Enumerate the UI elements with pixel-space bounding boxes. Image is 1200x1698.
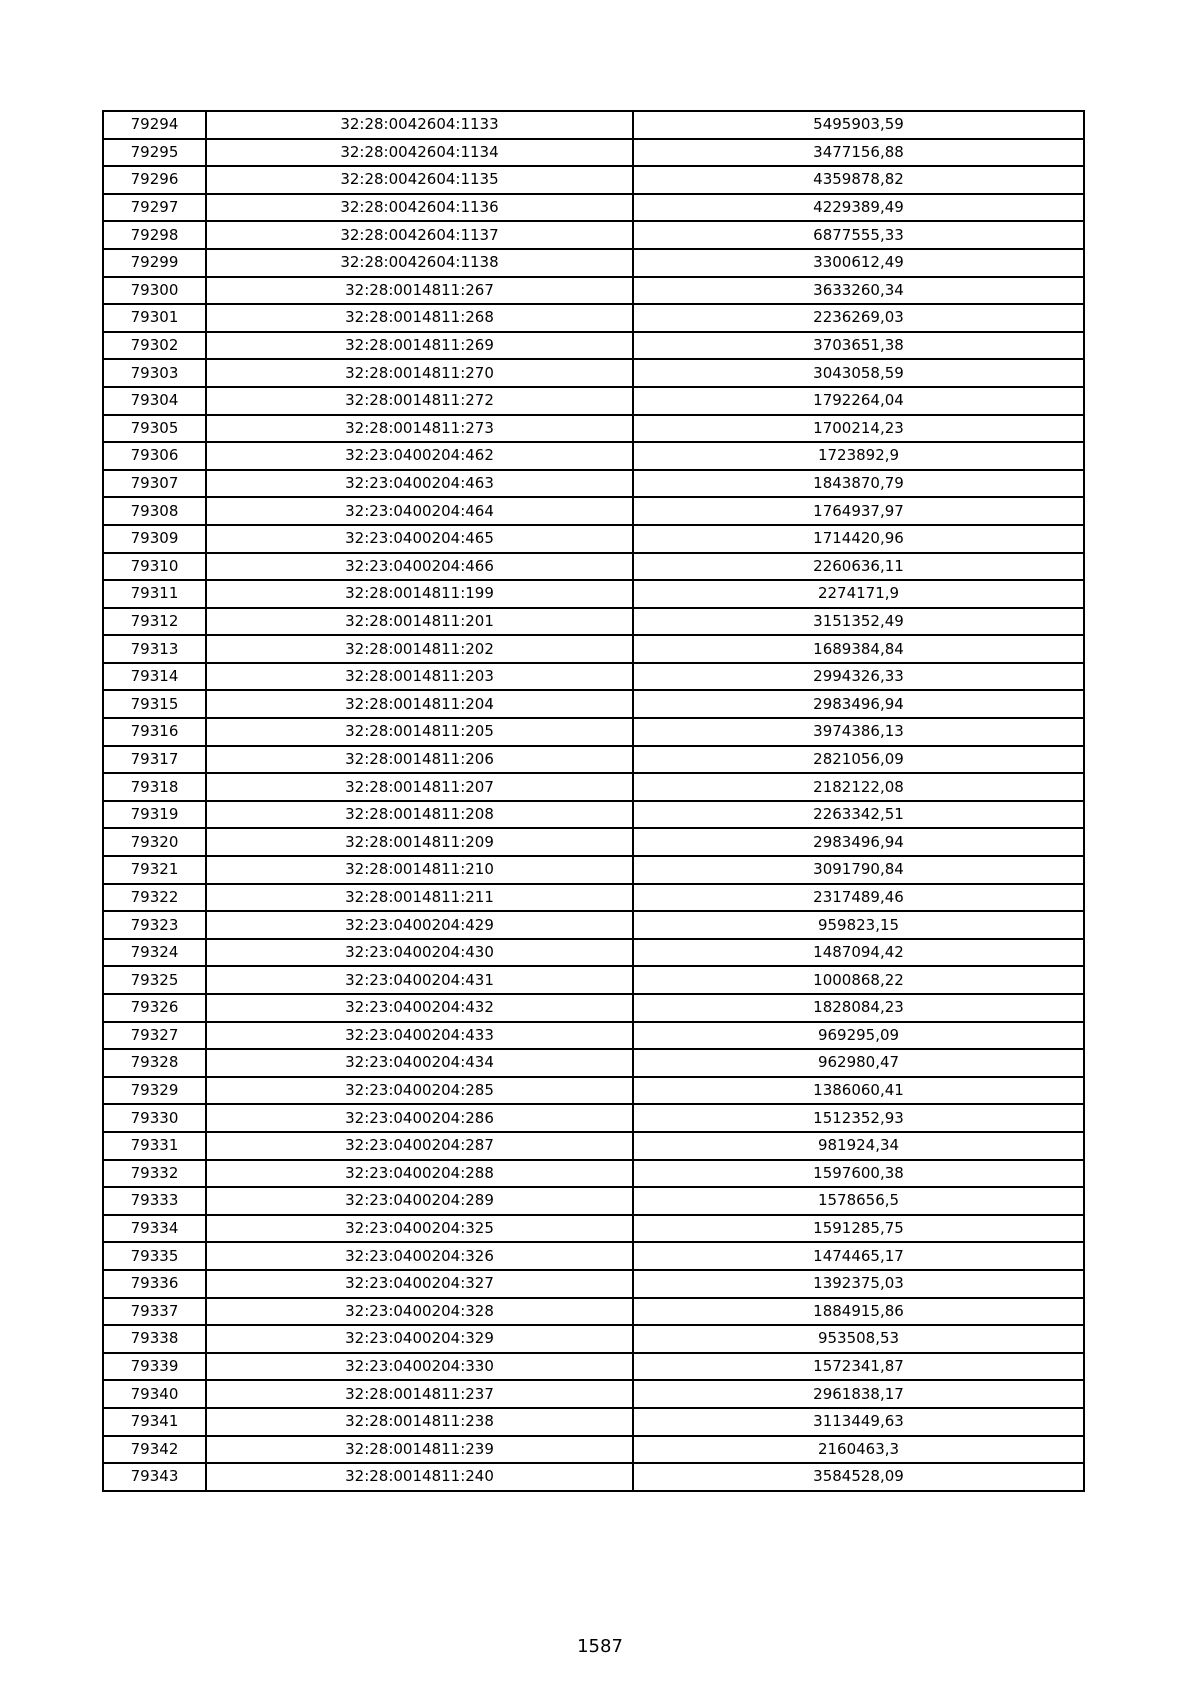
cadastral-number-cell: 32:28:0042604:1134 (206, 139, 633, 167)
table-row (103, 304, 1084, 332)
cadastral-value-cell: 2160463,3 (633, 1436, 1084, 1464)
cadastral-value-cell: 969295,09 (633, 1022, 1084, 1050)
row-number-cell: 79342 (103, 1436, 206, 1464)
cadastral-value-cell: 3043058,59 (633, 359, 1084, 387)
cadastral-value-cell: 1828084,23 (633, 994, 1084, 1022)
cadastral-number-cell: 32:28:0014811:207 (206, 773, 633, 801)
cadastral-value-cell: 1474465,17 (633, 1242, 1084, 1270)
cadastral-number-cell: 32:23:0400204:464 (206, 497, 633, 525)
row-number-cell: 79316 (103, 718, 206, 746)
cadastral-number-cell: 32:23:0400204:330 (206, 1353, 633, 1381)
row-number-cell: 79296 (103, 166, 206, 194)
table-row (103, 553, 1084, 581)
cadastral-value-cell: 1386060,41 (633, 1077, 1084, 1105)
row-number-cell: 79294 (103, 111, 206, 139)
table-row (103, 746, 1084, 774)
table-row (103, 635, 1084, 663)
row-number-cell: 79341 (103, 1408, 206, 1436)
cadastral-value-cell: 3633260,34 (633, 277, 1084, 305)
cadastral-number-cell: 32:23:0400204:329 (206, 1325, 633, 1353)
cadastral-number-cell: 32:28:0042604:1136 (206, 194, 633, 222)
cadastral-number-cell: 32:23:0400204:466 (206, 553, 633, 581)
cadastral-value-cell: 3703651,38 (633, 332, 1084, 360)
row-number-cell: 79340 (103, 1380, 206, 1408)
cadastral-value-cell: 3113449,63 (633, 1408, 1084, 1436)
cadastral-number-cell: 32:28:0014811:270 (206, 359, 633, 387)
cadastral-number-cell: 32:23:0400204:465 (206, 525, 633, 553)
row-number-cell: 79332 (103, 1160, 206, 1188)
row-number-cell: 79338 (103, 1325, 206, 1353)
table-row (103, 856, 1084, 884)
row-number-cell: 79299 (103, 249, 206, 277)
table-row (103, 911, 1084, 939)
row-number-cell: 79298 (103, 221, 206, 249)
cadastral-number-cell: 32:28:0042604:1135 (206, 166, 633, 194)
row-number-cell: 79325 (103, 966, 206, 994)
cadastral-number-cell: 32:23:0400204:432 (206, 994, 633, 1022)
table-row (103, 690, 1084, 718)
cadastral-value-cell: 1700214,23 (633, 415, 1084, 443)
cadastral-value-cell: 4359878,82 (633, 166, 1084, 194)
table-row (103, 1215, 1084, 1243)
row-number-cell: 79317 (103, 746, 206, 774)
row-number-cell: 79321 (103, 856, 206, 884)
table-row (103, 525, 1084, 553)
row-number-cell: 79343 (103, 1463, 206, 1491)
cadastral-number-cell: 32:23:0400204:325 (206, 1215, 633, 1243)
cadastral-value-cell: 1714420,96 (633, 525, 1084, 553)
table-body (103, 111, 1084, 1491)
table-row (103, 1380, 1084, 1408)
cadastral-value-cell: 1723892,9 (633, 442, 1084, 470)
cadastral-value-cell: 1578656,5 (633, 1187, 1084, 1215)
row-number-cell: 79326 (103, 994, 206, 1022)
cadastral-number-cell: 32:28:0014811:272 (206, 387, 633, 415)
cadastral-value-cell: 2236269,03 (633, 304, 1084, 332)
table-row (103, 277, 1084, 305)
table-row (103, 1298, 1084, 1326)
table-row (103, 939, 1084, 967)
cadastral-number-cell: 32:23:0400204:462 (206, 442, 633, 470)
row-number-cell: 79319 (103, 801, 206, 829)
cadastral-value-cell: 1572341,87 (633, 1353, 1084, 1381)
table-row (103, 111, 1084, 139)
cadastral-number-cell: 32:28:0042604:1133 (206, 111, 633, 139)
cadastral-value-cell: 1487094,42 (633, 939, 1084, 967)
cadastral-number-cell: 32:23:0400204:285 (206, 1077, 633, 1105)
cadastral-value-cell: 4229389,49 (633, 194, 1084, 222)
row-number-cell: 79320 (103, 828, 206, 856)
row-number-cell: 79336 (103, 1270, 206, 1298)
cadastral-value-cell: 1792264,04 (633, 387, 1084, 415)
table-row (103, 387, 1084, 415)
cadastral-number-cell: 32:28:0014811:203 (206, 663, 633, 691)
cadastral-value-cell: 3091790,84 (633, 856, 1084, 884)
table-row (103, 608, 1084, 636)
cadastral-number-cell: 32:23:0400204:287 (206, 1132, 633, 1160)
cadastral-value-cell: 2274171,9 (633, 580, 1084, 608)
cadastral-number-cell: 32:28:0014811:208 (206, 801, 633, 829)
table-row (103, 1077, 1084, 1105)
table-row (103, 221, 1084, 249)
table-row (103, 1325, 1084, 1353)
row-number-cell: 79328 (103, 1049, 206, 1077)
table-row (103, 1132, 1084, 1160)
row-number-cell: 79309 (103, 525, 206, 553)
cadastral-number-cell: 32:23:0400204:326 (206, 1242, 633, 1270)
cadastral-value-cell: 2260636,11 (633, 553, 1084, 581)
cadastral-value-cell: 1000868,22 (633, 966, 1084, 994)
cadastral-value-cell: 3584528,09 (633, 1463, 1084, 1491)
cadastral-number-cell: 32:23:0400204:433 (206, 1022, 633, 1050)
cadastral-value-cell: 3151352,49 (633, 608, 1084, 636)
cadastral-value-cell: 1512352,93 (633, 1104, 1084, 1132)
cadastral-value-cell: 981924,34 (633, 1132, 1084, 1160)
cadastral-value-cell: 2317489,46 (633, 884, 1084, 912)
cadastral-value-cell: 1392375,03 (633, 1270, 1084, 1298)
row-number-cell: 79308 (103, 497, 206, 525)
cadastral-number-cell: 32:23:0400204:429 (206, 911, 633, 939)
row-number-cell: 79335 (103, 1242, 206, 1270)
row-number-cell: 79334 (103, 1215, 206, 1243)
cadastral-value-cell: 953508,53 (633, 1325, 1084, 1353)
table-row (103, 773, 1084, 801)
cadastral-value-cell: 1884915,86 (633, 1298, 1084, 1326)
row-number-cell: 79312 (103, 608, 206, 636)
row-number-cell: 79310 (103, 553, 206, 581)
cadastral-number-cell: 32:23:0400204:463 (206, 470, 633, 498)
row-number-cell: 79330 (103, 1104, 206, 1132)
cadastral-number-cell: 32:28:0014811:211 (206, 884, 633, 912)
row-number-cell: 79302 (103, 332, 206, 360)
cadastral-value-cell: 2182122,08 (633, 773, 1084, 801)
row-number-cell: 79318 (103, 773, 206, 801)
row-number-cell: 79301 (103, 304, 206, 332)
table-row (103, 359, 1084, 387)
cadastral-number-cell: 32:28:0014811:240 (206, 1463, 633, 1491)
row-number-cell: 79303 (103, 359, 206, 387)
table-row (103, 1187, 1084, 1215)
row-number-cell: 79307 (103, 470, 206, 498)
row-number-cell: 79329 (103, 1077, 206, 1105)
cadastral-value-cell: 1764937,97 (633, 497, 1084, 525)
table-row (103, 663, 1084, 691)
table-row (103, 249, 1084, 277)
cadastral-value-cell: 959823,15 (633, 911, 1084, 939)
cadastral-value-cell: 2821056,09 (633, 746, 1084, 774)
cadastral-number-cell: 32:28:0014811:239 (206, 1436, 633, 1464)
cadastral-number-cell: 32:23:0400204:286 (206, 1104, 633, 1132)
row-number-cell: 79306 (103, 442, 206, 470)
row-number-cell: 79331 (103, 1132, 206, 1160)
cadastral-value-cell: 2961838,17 (633, 1380, 1084, 1408)
cadastral-number-cell: 32:23:0400204:327 (206, 1270, 633, 1298)
table-row (103, 580, 1084, 608)
row-number-cell: 79311 (103, 580, 206, 608)
table-row (103, 1408, 1084, 1436)
row-number-cell: 79304 (103, 387, 206, 415)
cadastral-number-cell: 32:28:0014811:206 (206, 746, 633, 774)
row-number-cell: 79333 (103, 1187, 206, 1215)
cadastral-number-cell: 32:28:0014811:210 (206, 856, 633, 884)
cadastral-number-cell: 32:23:0400204:430 (206, 939, 633, 967)
row-number-cell: 79300 (103, 277, 206, 305)
row-number-cell: 79305 (103, 415, 206, 443)
table-row (103, 1353, 1084, 1381)
cadastral-value-cell: 3300612,49 (633, 249, 1084, 277)
table-row (103, 194, 1084, 222)
cadastral-value-cell: 3477156,88 (633, 139, 1084, 167)
table-row (103, 966, 1084, 994)
table-row (103, 718, 1084, 746)
cadastral-number-cell: 32:28:0014811:205 (206, 718, 633, 746)
row-number-cell: 79322 (103, 884, 206, 912)
table-row (103, 801, 1084, 829)
table-row (103, 1270, 1084, 1298)
cadastral-value-cell: 2983496,94 (633, 690, 1084, 718)
cadastral-value-cell: 1591285,75 (633, 1215, 1084, 1243)
table-row (103, 1049, 1084, 1077)
row-number-cell: 79315 (103, 690, 206, 718)
table-row (103, 1104, 1084, 1132)
page-number: 1587 (577, 1636, 623, 1657)
cadastral-value-cell: 2994326,33 (633, 663, 1084, 691)
table-row (103, 1463, 1084, 1491)
cadastral-number-cell: 32:28:0014811:267 (206, 277, 633, 305)
table-row (103, 1242, 1084, 1270)
cadastral-value-table (102, 110, 1085, 1492)
table-row (103, 994, 1084, 1022)
row-number-cell: 79295 (103, 139, 206, 167)
table-row (103, 415, 1084, 443)
cadastral-value-cell: 2263342,51 (633, 801, 1084, 829)
cadastral-value-cell: 962980,47 (633, 1049, 1084, 1077)
cadastral-value-cell: 1689384,84 (633, 635, 1084, 663)
table-row (103, 828, 1084, 856)
cadastral-value-cell: 6877555,33 (633, 221, 1084, 249)
cadastral-number-cell: 32:28:0014811:199 (206, 580, 633, 608)
cadastral-number-cell: 32:28:0014811:209 (206, 828, 633, 856)
cadastral-number-cell: 32:23:0400204:288 (206, 1160, 633, 1188)
row-number-cell: 79324 (103, 939, 206, 967)
cadastral-value-cell: 1597600,38 (633, 1160, 1084, 1188)
cadastral-number-cell: 32:28:0014811:204 (206, 690, 633, 718)
cadastral-value-cell: 1843870,79 (633, 470, 1084, 498)
cadastral-number-cell: 32:23:0400204:289 (206, 1187, 633, 1215)
cadastral-number-cell: 32:28:0014811:268 (206, 304, 633, 332)
cadastral-number-cell: 32:28:0014811:238 (206, 1408, 633, 1436)
table-row (103, 884, 1084, 912)
table-row (103, 497, 1084, 525)
row-number-cell: 79297 (103, 194, 206, 222)
row-number-cell: 79327 (103, 1022, 206, 1050)
table-row (103, 166, 1084, 194)
row-number-cell: 79337 (103, 1298, 206, 1326)
table-row (103, 470, 1084, 498)
cadastral-number-cell: 32:28:0042604:1137 (206, 221, 633, 249)
cadastral-value-cell: 3974386,13 (633, 718, 1084, 746)
table-row (103, 332, 1084, 360)
cadastral-number-cell: 32:28:0014811:201 (206, 608, 633, 636)
cadastral-number-cell: 32:23:0400204:328 (206, 1298, 633, 1326)
cadastral-number-cell: 32:28:0014811:202 (206, 635, 633, 663)
table-row (103, 1022, 1084, 1050)
cadastral-number-cell: 32:28:0014811:269 (206, 332, 633, 360)
cadastral-value-cell: 2983496,94 (633, 828, 1084, 856)
cadastral-value-cell: 5495903,59 (633, 111, 1084, 139)
row-number-cell: 79339 (103, 1353, 206, 1381)
cadastral-number-cell: 32:23:0400204:431 (206, 966, 633, 994)
table-row (103, 1436, 1084, 1464)
row-number-cell: 79323 (103, 911, 206, 939)
table-row (103, 139, 1084, 167)
cadastral-number-cell: 32:23:0400204:434 (206, 1049, 633, 1077)
table-row (103, 1160, 1084, 1188)
cadastral-number-cell: 32:28:0014811:273 (206, 415, 633, 443)
cadastral-number-cell: 32:28:0042604:1138 (206, 249, 633, 277)
row-number-cell: 79313 (103, 635, 206, 663)
table-row (103, 442, 1084, 470)
cadastral-number-cell: 32:28:0014811:237 (206, 1380, 633, 1408)
row-number-cell: 79314 (103, 663, 206, 691)
